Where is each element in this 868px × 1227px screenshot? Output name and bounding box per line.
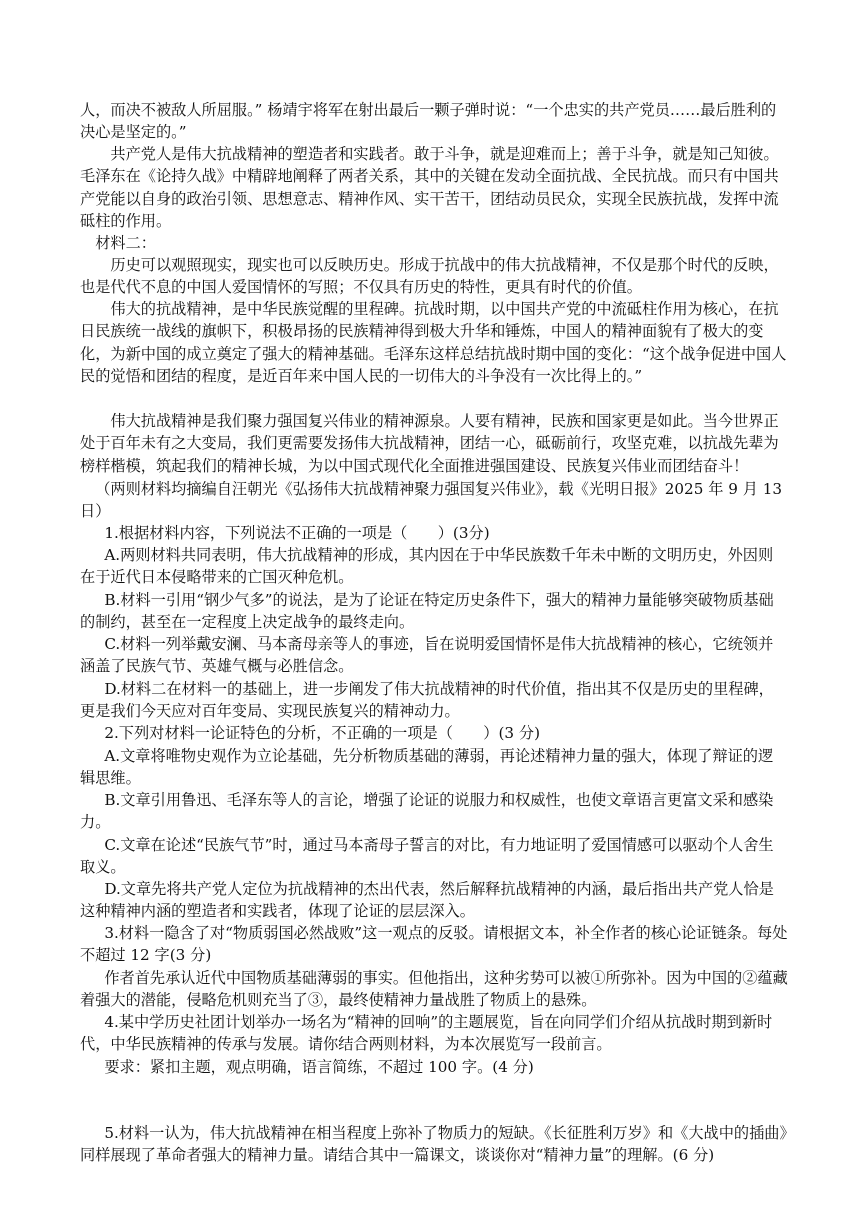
question-1-option-c: C.材料一列举戴安澜、马本斋母亲等人的事迹，旨在说明爱国情怀是伟大抗战精神的核心，它统领并涵盖了民族气节、英雄气概与必胜信念。 — [80, 635, 774, 676]
question-4: 4.某中学历史社团计划举办一场名为“精神的回响”的主题展览，旨在向同学们介绍从抗战时期到新时代，中华民族精神的传承与发展。请你结合两则材料，为本次展览写一段前言。 — [80, 1013, 773, 1054]
question-1-option-d: D.材料二在材料一的基础上，进一步阐发了伟大抗战精神的时代价值，指出其不仅是历史的里程碑，更是我们今天应对百年变局、实现民族复兴的精神动力。 — [80, 680, 774, 721]
paragraph-yang-jingyu-quote: 人，而决不被敌人所屈服。” 杨靖宇将军在射出最后一颗子弹时说：“一个忠实的共产党员……最后胜利的决心是坚定的。” — [80, 101, 777, 142]
question-3: 3.材料一隐含了对“物质弱国必然战败”这一观点的反驳。请根据文本，补全作者的核心论证链条。每处不超过 12 字(3 分) — [80, 924, 788, 965]
question-1: 1.根据材料内容，下列说法不正确的一项是（ ）(3分) — [104, 524, 490, 542]
question-2-option-b: B.文章引用鲁迅、毛泽东等人的言论，增强了论证的说服力和权威性，也使文章语言更富文采和感染力。 — [80, 791, 774, 832]
question-4-requirements: 要求：紧扣主题，观点明确，语言简练，不超过 100 字。(4 分) — [104, 1058, 534, 1076]
paragraph-spiritual-source: 伟大抗战精神是我们聚力强国复兴伟业的精神源泉。人要有精神，民族和国家更是如此。当今世界正处于百年未有之大变局，我们更需要发扬伟大抗战精神，团结一心，砥砺前行，攻坚克难，以抗战先辈为榜样楷模，筑起我们的精神长城，为以中国式现代化全面推进强国建设、民族复兴伟业而团结奋斗！ — [80, 412, 779, 475]
question-1-option-a: A.两则材料共同表明，伟大抗战精神的形成，其内因在于中华民族数千年未中断的文明历史，外因则在于近代日本侵略带来的亡国灭种危机。 — [80, 546, 774, 587]
question-2-option-a: A.文章将唯物史观作为立论基础，先分析物质基础的薄弱，再论述精神力量的强大，体现了辩证的逻辑思维。 — [80, 747, 774, 788]
material-two-label: 材料二： — [95, 234, 156, 252]
paragraph-history-reality: 历史可以观照现实，现实也可以反映历史。形成于抗战中的伟大抗战精神，不仅是那个时代的反映，也是代代不息的中国人爱国情怀的写照；不仅具有历史的特性，更具有时代的价值。 — [80, 256, 779, 297]
question-1-option-b: B.材料一引用“钢少气多”的说法，是为了论证在特定历史条件下，强大的精神力量能够突破物质基础的制约，甚至在一定程度上决定战争的最终走向。 — [80, 591, 774, 632]
source-citation: （两则材料均摘编自汪朝光《弘扬伟大抗战精神聚力强国复兴伟业》，载《光明日报》2025 年 9 月 13 日） — [80, 480, 783, 521]
question-2-option-d: D.文章先将共产党人定位为抗战精神的杰出代表，然后解释抗战精神的内涵，最后指出共产党人恰是这种精神内涵的塑造者和实践者，体现了论证的层层深入。 — [80, 880, 774, 921]
paragraph-communist-practitioners: 共产党人是伟大抗战精神的塑造者和实践者。敢于斗争，就是迎难而上；善于斗争，就是知己知彼。毛泽东在《论持久战》中精辟地阐释了两者关系，其中的关键在发动全面抗战、全民抗战。而只有中国共产党能以自身的政治引领、思想意志、精神作风、实干苦干，团结动员民众，实现全民族抗战，发挥中流砥柱的作用。 — [80, 145, 779, 231]
question-5: 5.材料一认为，伟大抗战精神在相当程度上弥补了物质力的短缺。《长征胜利万岁》和《大战中的插曲》同样展现了革命者强大的精神力量。请结合其中一篇课文，谈谈你对“精神力量”的理解。(6 分) — [80, 1124, 788, 1165]
question-3-body: 作者首先承认近代中国物质基础薄弱的事实。但他指出，这种劣势可以被①所弥补。因为中国的②蕴藏着强大的潜能，侵略危机则充当了③，最终使精神力量战胜了物质上的悬殊。 — [80, 969, 788, 1010]
question-2-option-c: C.文章在论述“民族气节”时，通过马本斋母子誓言的对比，有力地证明了爱国情感可以驱动个人舍生取义。 — [80, 836, 774, 877]
question-2: 2.下列对材料一论证特色的分析，不正确的一项是（ ）(3 分) — [104, 724, 541, 742]
paragraph-milestone: 伟大的抗战精神，是中华民族觉醒的里程碑。抗战时期，以中国共产党的中流砥柱作用为核心，在抗日民族统一战线的旗帜下，积极昂扬的民族精神得到极大升华和锤炼，中国人的精神面貌有了极大的变化，为新中国的成立奠定了强大的精神基础。毛泽东这样总结抗战时期中国的变化：“这个战争促进中国人民的觉悟和团结的程度，是近百年来中国人民的一切伟大的斗争没有一次比得上的。” — [80, 300, 787, 386]
